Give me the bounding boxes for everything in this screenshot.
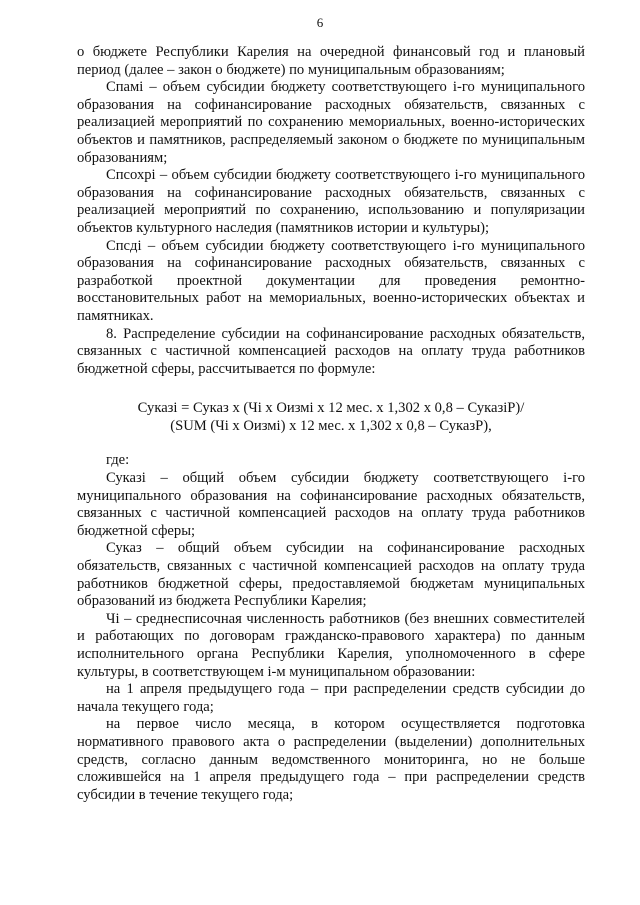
document-body: [77, 44, 585, 804]
formula-line-2: (SUM (Чі x Оизмі) x 12 мес. x 1,302 x 0,8 – СуказР),: [170, 417, 492, 434]
paragraph-chi-definition: Чі – среднесписочная численность работников (без внешних совместителей и работающих по договорам гражданско-правового характера) по данным исполнительного органа Республики Карелия, уполномоченного в сфере культуры, в соответствующем і-м муниципальном образовании:: [77, 610, 585, 680]
formula-line-1: Суказі = Суказ x (Чі x Оизмі x 12 мес. x 1,302 x 0,8 – СуказіР)/: [137, 400, 525, 417]
paragraph-item-8: 8. Распределение субсидии на софинансирование расходных обязательств, связанных с частичной компенсацией расходов на оплату труда работников бюджетной сферы, рассчитывается по формуле:: [77, 325, 585, 377]
paragraph-spsohr-definition: Спсохрі – объем субсидии бюджету соответствующего і-го муниципального образования на софинансирование расходных обязательств, связанных с реализацией мероприятий по сохранению, использованию и популяризации объектов культурного наследия (памятников истории и культуры);: [77, 167, 585, 236]
formula-block: [77, 400, 585, 435]
page-number: 6: [316, 15, 324, 30]
paragraph-sukaz-definition: Суказ – общий объем субсидии на софинансирование расходных обязательств, связанных с частичной компенсацией расходов на оплату труда работников бюджетной сферы, предоставляемой бюджетам муниципальных образований из бюджета Республики Карелия;: [77, 540, 585, 610]
paragraph-spam-definition: Спамі – объем субсидии бюджету соответствующего і-го муниципального образования на софинансирование расходных обязательств, связанных с реализацией мероприятий по сохранению мемориальных, военно-исторических объектов и памятников, распределяемый законом о бюджете по муниципальным образованиям;: [77, 79, 585, 166]
paragraph-april-date: на 1 апреля предыдущего года – при распределении средств субсидии до начала текущего года;: [77, 681, 585, 715]
paragraph-first-day-of-month: на первое число месяца, в котором осуществляется подготовка нормативного правового акта о распределении (выделении) дополнительных средств, согласно данным ведомственного мониторинга, но не больше сложившейся на 1 апреля предыдущего года – при распределении средств субсидии в течение текущего года;: [77, 716, 585, 803]
paragraph-budget-law-continuation: о бюджете Республики Карелия на очередной финансовый год и плановый период (далее – закон о бюджете) по муниципальным образованиям;: [77, 44, 585, 78]
paragraph-spsd-definition: Спсді – объем субсидии бюджету соответствующего і-го муниципального образования на софинансирование расходных обязательств, связанных с разработкой проектной документации для проведения ремонтно-восстановительных работ на мемориальных, военно-исторических объектах и памятниках.: [77, 237, 585, 324]
paragraph-where: где:: [106, 452, 130, 469]
paragraph-sukazi-definition: Суказі – общий объем субсидии бюджету соответствующего і-го муниципального образования на софинансирование расходных обязательств, связанных с частичной компенсацией расходов на оплату труда работников бюджетной сферы;: [77, 470, 585, 539]
